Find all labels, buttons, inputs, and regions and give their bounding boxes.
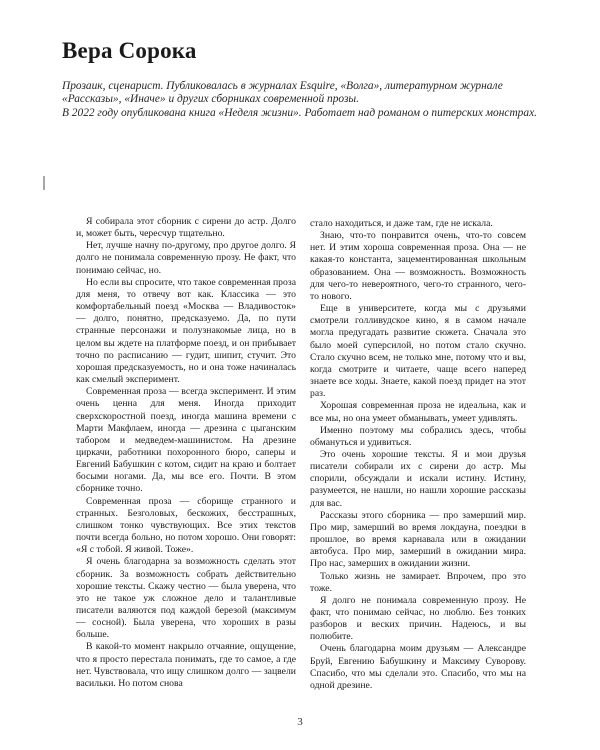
paragraph: Рассказы этого сборника — про замерший мир. Про мир, замерший во время локдауна, поездки в прошлое, во время карнавала или в ожидании автобуса. Про мир, замерший в ожидании мира. Про нас, замерших в ожидании жизни. (310, 509, 526, 570)
paragraph: Знаю, что-то понравится очень, что-то совсем нет. И этим хороша современная проза. Она — не какая-то константа, зацементированная школьным образованием. Она — возможность. Возможность для чего-то невероятного, чего-то странного, чего-то нового. (310, 230, 526, 302)
paragraph-continued: стало находиться, и даже там, где не искала. (310, 218, 493, 229)
author-name: Вера Сорока (62, 38, 197, 63)
page-number: 3 (297, 716, 303, 728)
paragraph: В какой-то момент накрыло отчаяние, ощущение, что я просто перестала понимать, где то самое, а где нет. Чувствовала, что ищу слишком долго — зацвели васильки. Но потом снова (76, 641, 296, 689)
paragraph: Я долго не понимала современную прозу. Не факт, что понимаю сейчас, но люблю. Без тонких разборов и веских причин. Надеюсь, и вы полюбите. (310, 594, 526, 643)
bio-paragraph: В 2022 году опубликована книга «Неделя жизни». Работает над романом о питерских монстрах. (62, 106, 537, 119)
paragraph: Современная проза — сборище странного и странных. Безголовых, бескожих, бесстрашных, слишком тонко чувствующих. Все этих текстов почти всегда больно, но потом хорошо. Они говорят: «Я с тобой. Я живой. Тоже». (76, 495, 296, 556)
paragraph: Еще в университете, когда мы с друзьями смотрели голливудское кино, я в самом начале могла предугадать развитие сюжета. Сначала это было моей суперсилой, но потом стало скучно. Стало скучно всем, не только мне, потому что и вы, когда смотрите и читаете, чаще всего наперед знаете все ходы. Знаете, какой поезд придет на этот раз. (310, 303, 526, 400)
paragraph: Нет, лучше начну по-другому, про другое долго. Я долго не понимала современную прозу. Не факт, что понимаю сейчас, но. (76, 240, 296, 276)
paragraph: Я собирала этот сборник с сирени до астр. Долго и, может быть, чересчур тщательно. (76, 216, 296, 240)
margin-marker (43, 176, 45, 190)
author-bio (62, 80, 562, 120)
paragraph: Именно поэтому мы собрались здесь, чтобы обмануться и удивиться. (310, 424, 526, 448)
text-column-right (310, 218, 526, 692)
paragraph: Это очень хорошие тексты. Я и мои друзья писатели собирали их с сирени до астр. Мы спорили, обсуждали и искали истину. Истину, разумеется, не нашли, но нашли хорошие рассказы для вас. (310, 448, 526, 509)
paragraph: Только жизнь не замирает. Впрочем, про это тоже. (310, 570, 526, 594)
text-column-left (76, 216, 296, 690)
paragraph: Современная проза — всегда эксперимент. И этим очень ценна для меня. Иногда приходит сверхскоростной поезд, иногда машина времени с Марти Макфлаем, иногда — дрезина с цыганским табором и медведем-машинистом. На дрезине циркачи, работники похоронного бюро, саперы и Евгений Бабушкин с котом, сидит на краю и болтает босыми ногами. Да, мы все его. Почти. В этом сборнике точно. (76, 386, 296, 495)
bio-paragraph: Прозаик, сценарист. Публиковалась в журналах Esquire, «Волга», литературном журнале «Рассказы», «Иначе» и других сборниках современной прозы. (62, 80, 503, 106)
paragraph: Очень благодарна моим друзьям — Александре Бруй, Евгению Бабушкину и Максиму Суворову. Спасибо, что мы сделали это. Спасибо, что мы на одной дрезине. (310, 643, 526, 691)
paragraph: Хорошая современная проза не идеальна, как и все мы, но она умеет обманывать, умеет удивлять. (310, 400, 526, 424)
paragraph: Но если вы спросите, что такое современная проза для меня, то отвечу вот как. Классика — это комфортабельный поезд «Москва — Владивосток» — долго, понятно, предсказуемо. Да, по пути странные персонажи и полузнакомые лица, но в целом вы ждете на платформе поезд, и он прибывает точно по расписанию — гудит, шипит, стучит. Это хорошая предсказуемость, но и она тоже начиналась как смелый эксперимент. (76, 276, 296, 386)
paragraph: Я очень благодарна за возможность сделать этот сборник. За возможность собрать действительно хорошие тексты. Скажу честно — была уверена, что это не такое уж сложное дело и талантливые писатели валяются под каждой березой (максимум — сосной). Была уверена, что хороших в разы больше. (76, 556, 296, 641)
